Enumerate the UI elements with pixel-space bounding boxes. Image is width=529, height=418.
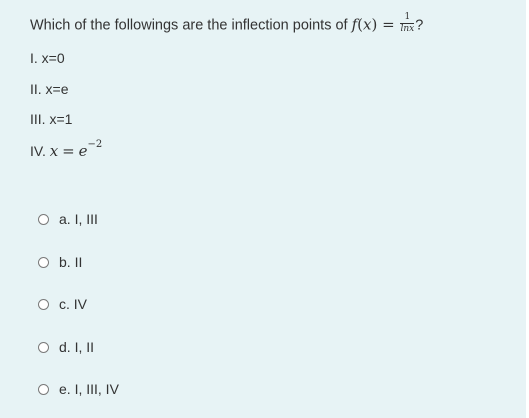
option-c[interactable]	[38, 295, 87, 313]
question-mark: ?	[415, 17, 424, 34]
option-e[interactable]	[38, 380, 119, 398]
option-a-label: a. I, III	[59, 211, 98, 227]
function-name: f	[351, 15, 358, 34]
question-prefix: Which of the followings are the inflection points of	[30, 17, 352, 34]
statement-1: I. x=0	[30, 50, 65, 66]
option-d-label: d. I, II	[59, 339, 95, 355]
statement-4-equals: =	[62, 142, 75, 160]
statement-2: II. x=e	[30, 81, 69, 97]
statement-4	[30, 139, 103, 160]
option-c-label: c. IV	[59, 296, 88, 312]
radio-button[interactable]	[38, 214, 49, 225]
option-d[interactable]	[38, 338, 94, 356]
equals-sign: =	[382, 15, 395, 34]
statement-3: III. x=1	[30, 111, 73, 127]
option-b-label: b. II	[59, 254, 83, 270]
function-expression: f(x) =	[351, 15, 395, 34]
function-argument: x	[363, 15, 372, 34]
radio-button[interactable]	[38, 299, 49, 310]
fraction-denominator: lnx	[400, 24, 415, 34]
radio-button[interactable]	[38, 342, 49, 353]
option-b[interactable]	[38, 253, 82, 271]
statement-4-var: x	[49, 142, 59, 160]
question-text	[30, 12, 424, 36]
fraction-numerator: 1	[400, 13, 414, 24]
radio-button[interactable]	[38, 257, 49, 268]
option-a[interactable]	[38, 210, 98, 228]
statement-4-base: e	[78, 142, 88, 160]
option-e-label: e. I, III, IV	[59, 381, 119, 397]
fraction	[400, 13, 414, 34]
statement-4-label: IV.	[30, 143, 46, 159]
radio-button[interactable]	[38, 384, 49, 395]
statement-4-exponent: −2	[87, 139, 103, 151]
